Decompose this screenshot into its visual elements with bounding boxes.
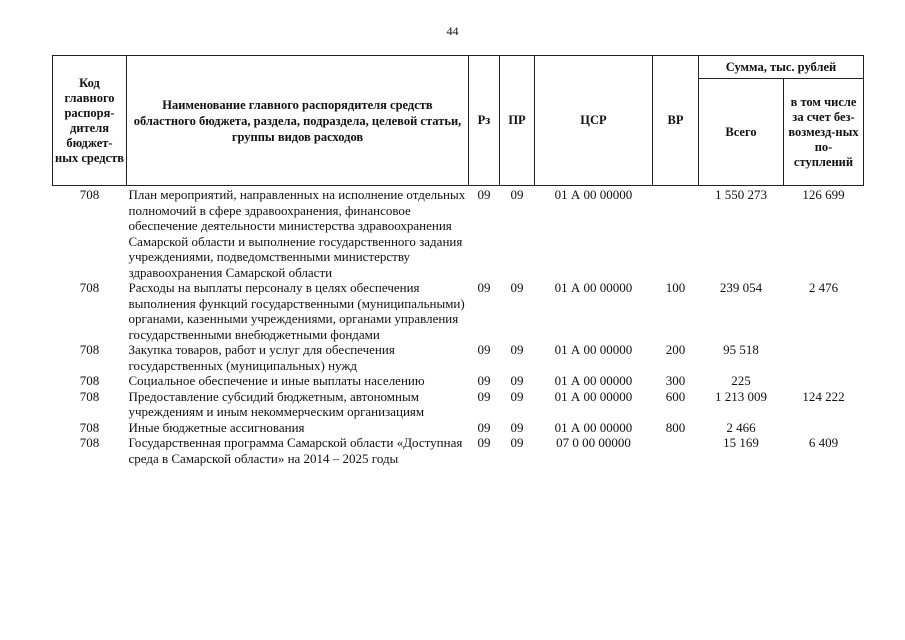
- cell-rz: 09: [477, 435, 491, 450]
- cell-code: 708: [79, 187, 100, 202]
- table-row: [53, 186, 864, 281]
- cell-code: 708: [79, 342, 100, 357]
- header-pr: ПР: [500, 56, 535, 186]
- header-code: Код главного распоря-дителя бюджет-ных средств: [53, 56, 127, 186]
- budget-table: [52, 55, 864, 466]
- table-body: [53, 186, 864, 467]
- cell-rz: 09: [477, 419, 491, 435]
- cell-pr: 09: [510, 187, 524, 202]
- cell-free: 2 476: [808, 280, 839, 295]
- cell-name: Расходы на выплаты персоналу в целях обеспечения выполнения функций государственными (муниципальными) органами, казенными учреждениями, органами управления государственными внебюджетными фондами: [128, 280, 465, 342]
- cell-free: 6 409: [808, 435, 839, 450]
- cell-rz: 09: [477, 388, 491, 404]
- cell-code: 708: [79, 435, 100, 450]
- cell-csr: 01 А 00 00000: [554, 419, 633, 435]
- cell-csr: 01 А 00 00000: [554, 280, 633, 295]
- table-row: [53, 420, 864, 436]
- cell-name: Социальное обеспечение и иные выплаты населению: [128, 373, 425, 388]
- cell-vr: [653, 186, 699, 281]
- cell-vr: 200: [665, 342, 686, 357]
- cell-name: Государственная программа Самарской области «Доступная среда в Самарской области» на 2014 – 2025 годы: [128, 435, 463, 466]
- cell-csr: 01 А 00 00000: [554, 187, 633, 202]
- cell-vr: 300: [665, 373, 686, 388]
- cell-code: 708: [79, 388, 100, 404]
- table-row: [53, 342, 864, 373]
- table-row: [53, 435, 864, 466]
- cell-csr: 07 0 00 00000: [556, 435, 631, 450]
- cell-code: 708: [79, 419, 100, 435]
- cell-csr: 01 А 00 00000: [554, 342, 633, 357]
- header-csr: ЦСР: [535, 56, 653, 186]
- cell-pr: 09: [510, 435, 524, 450]
- header-name: Наименование главного распорядителя средств областного бюджета, раздела, подраздела, целевой статьи, группы видов расходов: [127, 56, 469, 186]
- header-total: Всего: [699, 79, 784, 186]
- cell-name: План мероприятий, направленных на исполнение отдельных полномочий в сфере здравоохранения, финансовое обеспечение деятельности министерства здравоохранения Самарской области и выполнение государственного задания учреждениями, подведомственными министерству здравоохранения Самарской области: [128, 187, 466, 280]
- cell-rz: 09: [477, 373, 491, 388]
- header-vr: ВР: [653, 56, 699, 186]
- cell-rz: 09: [477, 187, 491, 202]
- cell-pr: 09: [510, 373, 524, 388]
- cell-total: 1 213 009: [715, 388, 767, 404]
- cell-pr: 09: [510, 342, 524, 357]
- cell-pr: 09: [510, 388, 524, 404]
- table-row: [53, 280, 864, 342]
- cell-rz: 09: [477, 280, 491, 295]
- header-sum-title: Сумма, тыс. рублей: [699, 56, 864, 79]
- cell-total: 15 169: [723, 435, 759, 450]
- cell-total: 239 054: [719, 280, 763, 295]
- cell-csr: 01 А 00 00000: [554, 388, 633, 404]
- cell-vr: 100: [665, 280, 686, 295]
- table-row: [53, 373, 864, 389]
- cell-vr: 800: [665, 419, 686, 435]
- cell-total: 2 466: [726, 419, 756, 435]
- table-header: [53, 56, 864, 186]
- cell-free: [784, 373, 864, 389]
- cell-total: 95 518: [723, 342, 759, 357]
- cell-csr: 01 А 00 00000: [554, 373, 633, 388]
- cell-free: [784, 420, 864, 436]
- cell-total: 1 550 273: [715, 187, 767, 202]
- page-number: 44: [446, 24, 459, 38]
- cell-free: [784, 342, 864, 373]
- header-free: в том числе за счет без-возмезд-ных по-ступлений: [784, 79, 864, 186]
- cell-total: 225: [731, 373, 751, 388]
- table-row: [53, 389, 864, 420]
- cell-free: 124 222: [802, 388, 845, 404]
- cell-vr: 600: [665, 388, 686, 404]
- cell-name: Закупка товаров, работ и услуг для обеспечения государственных (муниципальных) нужд: [128, 342, 395, 373]
- cell-pr: 09: [510, 280, 524, 295]
- cell-code: 708: [79, 280, 100, 295]
- cell-name: Предоставление субсидий бюджетным, автономным учреждениям и иным некоммерческим организациям: [128, 388, 425, 419]
- header-rz: Рз: [469, 56, 500, 186]
- cell-free: 126 699: [802, 187, 845, 202]
- cell-code: 708: [79, 373, 100, 388]
- cell-vr: [653, 435, 699, 466]
- cell-rz: 09: [477, 342, 491, 357]
- cell-name: Иные бюджетные ассигнования: [128, 419, 305, 435]
- cell-pr: 09: [510, 419, 524, 435]
